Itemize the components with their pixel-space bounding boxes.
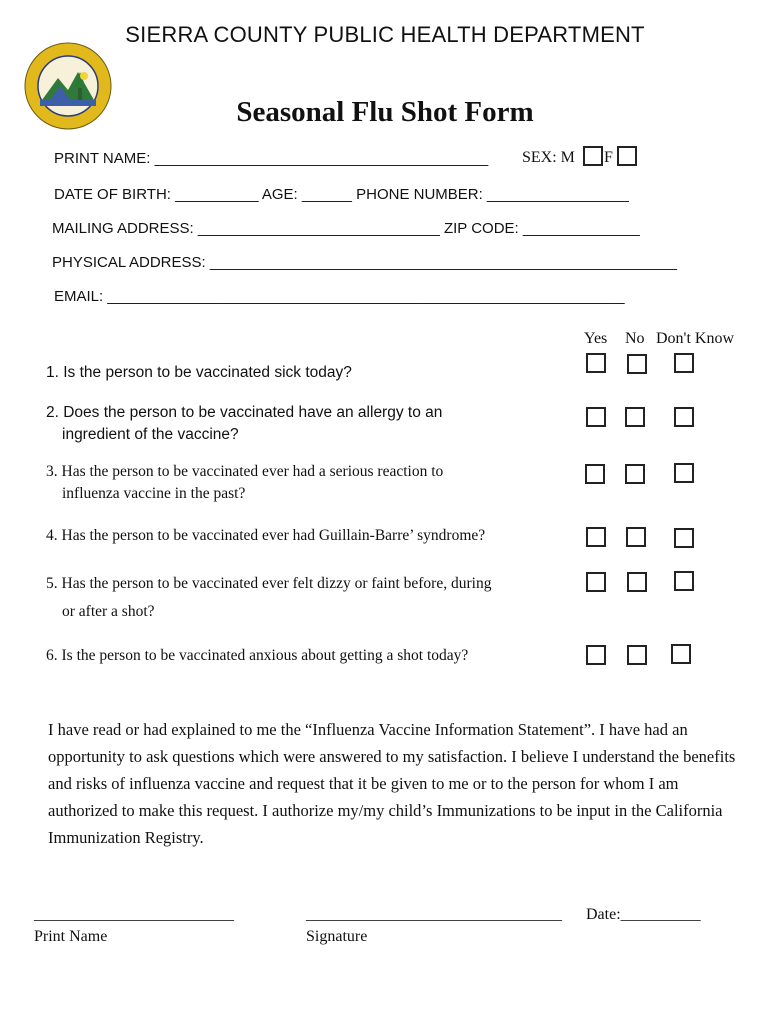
dont-know-column-header: Don't Know <box>656 330 734 347</box>
question-2-line1: 2. Does the person to be vaccinated have an allergy to an <box>46 404 443 421</box>
q4-dont-know-checkbox[interactable] <box>674 528 694 548</box>
q1-no-checkbox[interactable] <box>627 354 647 374</box>
q3-dont-know-checkbox[interactable] <box>674 463 694 483</box>
yes-column-header: Yes <box>584 330 608 347</box>
q2-no-checkbox[interactable] <box>625 407 645 427</box>
question-6 <box>46 645 468 667</box>
question-1-line1: 1. Is the person to be vaccinated sick today? <box>46 364 352 381</box>
department-header: SIERRA COUNTY PUBLIC HEALTH DEPARTMENT <box>125 22 645 47</box>
question-6-line1: 6. Is the person to be vaccinated anxious about getting a shot today? <box>46 647 469 664</box>
email-field[interactable]: EMAIL: ______________________________________________________________ <box>54 288 625 305</box>
sex-label: SEX: M <box>522 149 575 166</box>
q5-yes-checkbox[interactable] <box>586 572 606 592</box>
mailing-address-zip-field[interactable]: MAILING ADDRESS: _____________________________ ZIP CODE: ______________ <box>52 220 640 237</box>
q1-dont-know-checkbox[interactable] <box>674 353 694 373</box>
sex-f-label: F <box>604 149 613 166</box>
sex-m-checkbox[interactable] <box>583 146 603 166</box>
question-5 <box>46 570 491 626</box>
question-5-line2: or after a shot? <box>62 603 155 620</box>
signature-line[interactable]: ________________________________ <box>306 906 562 923</box>
question-4-line1: 4. Has the person to be vaccinated ever had Guillain-Barre’ syndrome? <box>46 527 486 544</box>
question-2-line2: ingredient of the vaccine? <box>62 426 239 443</box>
question-1 <box>46 362 352 384</box>
q1-yes-checkbox[interactable] <box>586 353 606 373</box>
signature-label: Signature <box>306 928 368 945</box>
no-column-header: No <box>625 330 645 347</box>
question-3 <box>46 461 443 505</box>
print-name-line[interactable]: _________________________ <box>34 906 234 923</box>
q4-yes-checkbox[interactable] <box>586 527 606 547</box>
q3-no-checkbox[interactable] <box>625 464 645 484</box>
question-2 <box>46 402 442 446</box>
q2-dont-know-checkbox[interactable] <box>674 407 694 427</box>
q5-no-checkbox[interactable] <box>627 572 647 592</box>
print-name-field[interactable]: PRINT NAME: ________________________________________ <box>54 150 489 167</box>
consent-statement <box>48 716 738 851</box>
consent-text: I have read or had explained to me the “Influenza Vaccine Information Statement”. I have had an opportunity to ask questions which were answered to my satisfaction. I believe I understand the benefits and risks of influenza vaccine and request that it be given to me or to the person for whom I am authorized to make this request. I authorize my/my child’s Immunizations to be input in the California Immunization Registry. <box>48 720 736 847</box>
q5-dont-know-checkbox[interactable] <box>674 571 694 591</box>
q6-no-checkbox[interactable] <box>627 645 647 665</box>
q3-yes-checkbox[interactable] <box>585 464 605 484</box>
date-field[interactable]: Date:__________ <box>586 906 701 923</box>
dob-age-phone-field[interactable]: DATE OF BIRTH: __________ AGE: ______ PHONE NUMBER: _________________ <box>54 186 629 203</box>
q6-dont-know-checkbox[interactable] <box>671 644 691 664</box>
question-3-line2: influenza vaccine in the past? <box>62 485 246 502</box>
question-5-line1: 5. Has the person to be vaccinated ever felt dizzy or faint before, during <box>46 575 492 592</box>
physical-address-field[interactable]: PHYSICAL ADDRESS: ________________________________________________________ <box>52 254 677 271</box>
q2-yes-checkbox[interactable] <box>586 407 606 427</box>
form-title: Seasonal Flu Shot Form <box>236 96 534 128</box>
sex-f-checkbox[interactable] <box>617 146 637 166</box>
q4-no-checkbox[interactable] <box>626 527 646 547</box>
q6-yes-checkbox[interactable] <box>586 645 606 665</box>
print-name-label: Print Name <box>34 928 108 945</box>
question-4 <box>46 525 485 547</box>
question-3-line1: 3. Has the person to be vaccinated ever had a serious reaction to <box>46 463 444 480</box>
